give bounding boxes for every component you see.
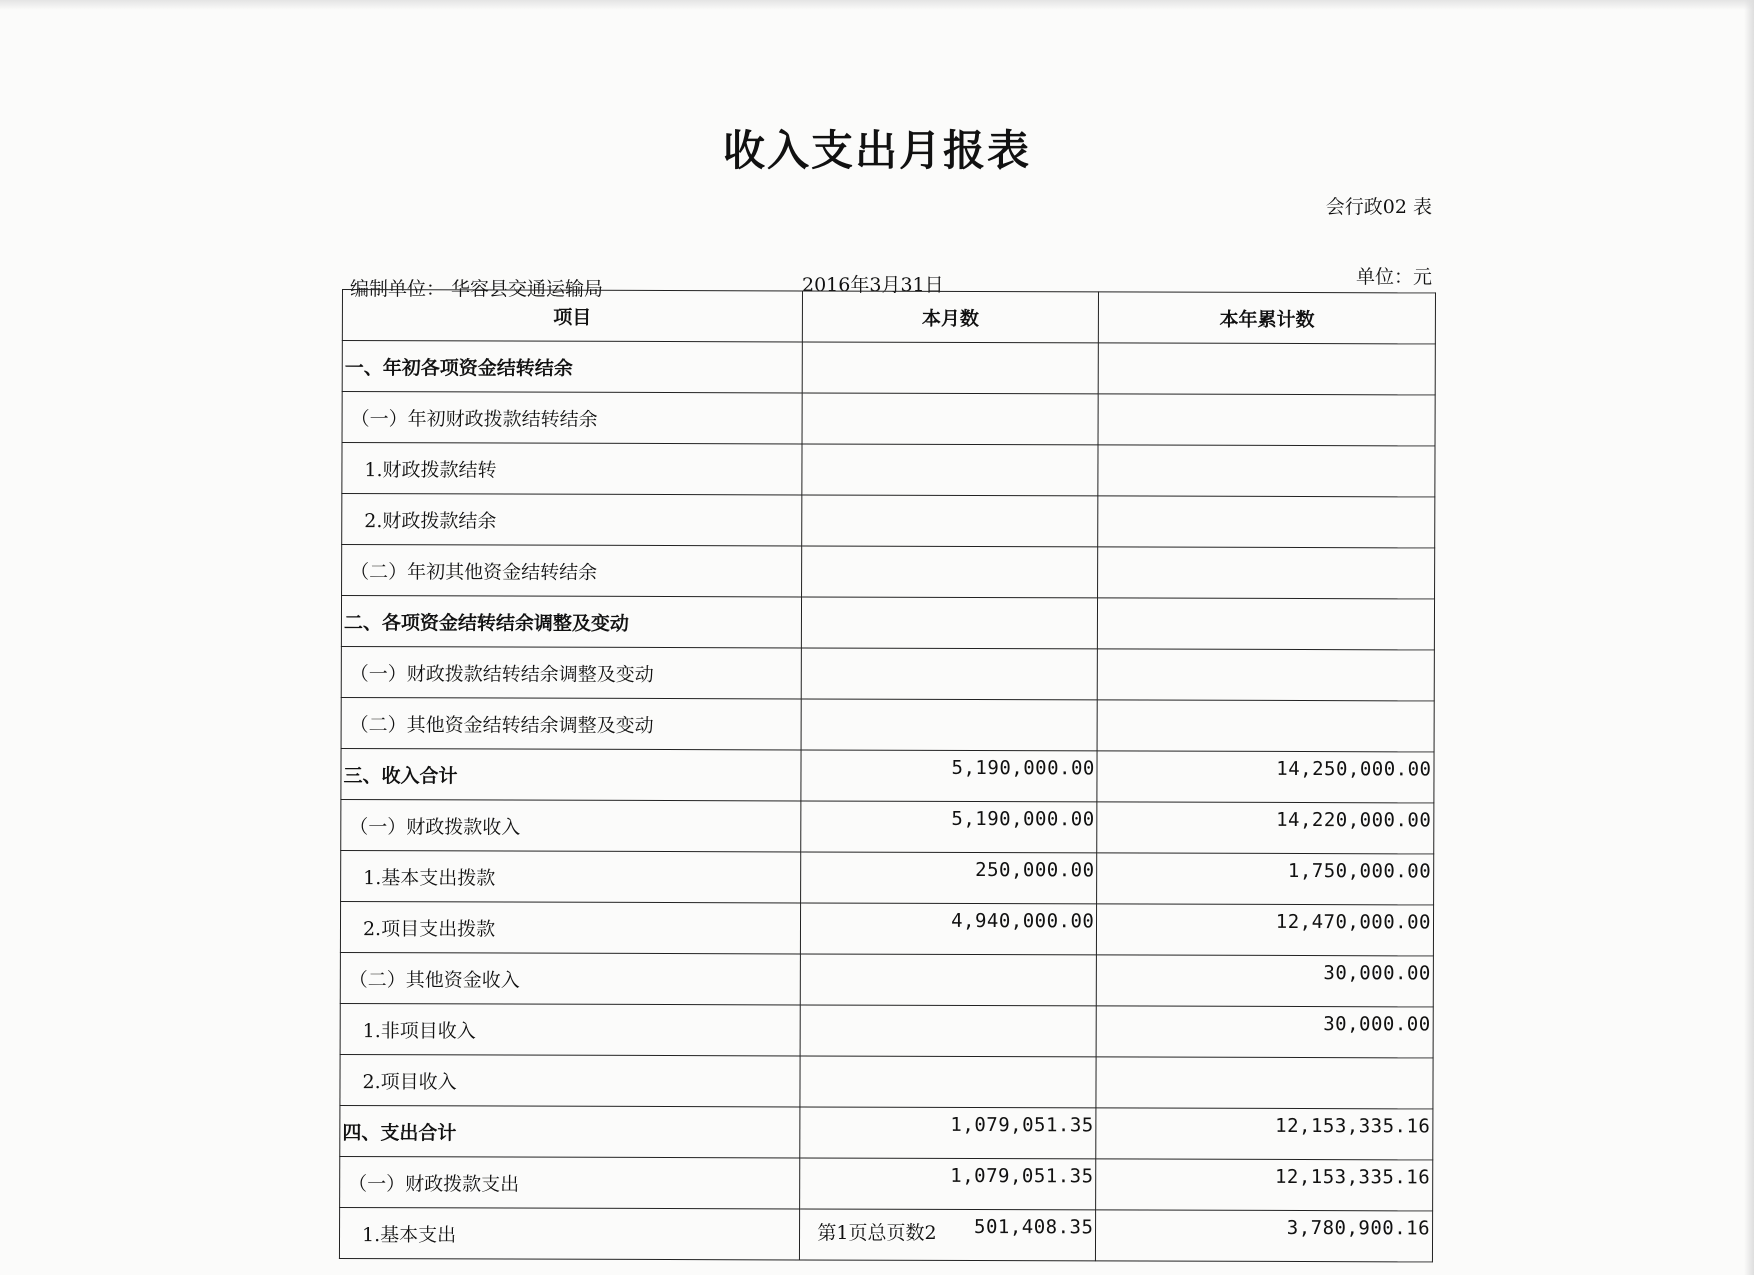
page-footer: 第1页总页数2: [817, 1222, 937, 1244]
row-item-label: 一、年初各项资金结转结余: [342, 341, 802, 393]
row-month-value: 501,408.35: [799, 1209, 1096, 1261]
row-ytd-value: 30,000.00: [1096, 1006, 1433, 1058]
scan-edge-right: [1744, 0, 1754, 1275]
row-item-label: 四、支出合计: [340, 1105, 800, 1157]
table-row: [340, 952, 1433, 1006]
row-ytd-value: [1096, 1057, 1433, 1109]
row-month-value: 250,000.00: [800, 852, 1097, 904]
row-ytd-value: [1098, 496, 1435, 548]
row-ytd-value: 30,000.00: [1097, 955, 1434, 1007]
row-month-value: [800, 1056, 1097, 1108]
row-month-value: [801, 597, 1098, 649]
table-header-row: [342, 290, 1435, 344]
row-item-label: 1.基本支出: [339, 1207, 799, 1259]
table-row: [342, 494, 1435, 548]
row-ytd-value: [1098, 598, 1435, 650]
row-month-value: [800, 1005, 1097, 1057]
form-code: 会行政02 表: [1325, 196, 1432, 218]
row-item-label: （二）其他资金结转结余调整及变动: [341, 697, 801, 749]
row-item-label: （二）其他资金收入: [340, 952, 800, 1004]
preparing-unit: 编制单位： 华容县交通运输局: [350, 278, 604, 300]
table-row: [340, 1156, 1433, 1210]
row-ytd-value: 14,250,000.00: [1097, 751, 1434, 803]
row-item-label: （一）年初财政拨款结转结余: [342, 392, 802, 444]
table-row: [341, 748, 1434, 802]
row-month-value: [801, 699, 1098, 751]
row-month-value: [802, 444, 1099, 496]
scan-edge-top: [0, 0, 1754, 10]
row-month-value: 4,940,000.00: [800, 903, 1097, 955]
row-ytd-value: [1098, 394, 1435, 446]
row-item-label: 1.非项目收入: [340, 1003, 800, 1055]
report-date: 2016年3月31日: [802, 274, 944, 296]
row-ytd-value: [1098, 649, 1435, 701]
table-row: [341, 850, 1434, 904]
row-month-value: [801, 648, 1098, 700]
income-expense-table: [339, 289, 1436, 1262]
row-ytd-value: 1,750,000.00: [1097, 853, 1434, 905]
report-title: 收入支出月报表: [722, 126, 1031, 175]
row-item-label: 2.项目收入: [340, 1054, 800, 1106]
row-month-value: 5,190,000.00: [800, 801, 1097, 853]
row-ytd-value: [1099, 343, 1436, 395]
row-item-label: 1.基本支出拨款: [341, 850, 801, 902]
table-row: [341, 596, 1434, 650]
row-month-value: 1,079,051.35: [799, 1107, 1096, 1159]
row-ytd-value: 3,780,900.16: [1096, 1210, 1433, 1262]
row-item-label: （一）财政拨款收入: [341, 799, 801, 851]
table-row: [342, 392, 1435, 446]
table-row: [340, 901, 1433, 955]
row-month-value: [800, 954, 1097, 1006]
table-row: [341, 646, 1434, 700]
table-row: [342, 545, 1435, 599]
table-row: [342, 443, 1435, 497]
row-ytd-value: 12,470,000.00: [1097, 904, 1434, 956]
table-row: [340, 1054, 1433, 1108]
row-item-label: 2.项目支出拨款: [340, 901, 800, 953]
row-month-value: 1,079,051.35: [799, 1158, 1096, 1210]
table-row: [341, 799, 1434, 853]
table-row: [342, 341, 1435, 395]
row-item-label: （二）年初其他资金结转结余: [342, 545, 802, 597]
row-ytd-value: [1097, 700, 1434, 752]
row-ytd-value: 14,220,000.00: [1097, 802, 1434, 854]
table-row: [340, 1105, 1433, 1159]
table-row: [340, 1003, 1433, 1057]
currency-unit: 单位：元: [1355, 266, 1432, 288]
row-item-label: 1.财政拨款结转: [342, 443, 802, 495]
row-ytd-value: 12,153,335.16: [1096, 1159, 1433, 1211]
row-month-value: [802, 342, 1099, 394]
header-ytd: 本年累计数: [1099, 292, 1436, 344]
row-month-value: 5,190,000.00: [801, 750, 1098, 802]
row-ytd-value: [1098, 445, 1435, 497]
row-ytd-value: 12,153,335.16: [1096, 1108, 1433, 1160]
row-item-label: 2.财政拨款结余: [342, 494, 802, 546]
row-item-label: （一）财政拨款结转结余调整及变动: [341, 646, 801, 698]
row-month-value: [801, 495, 1098, 547]
row-item-label: （一）财政拨款支出: [340, 1156, 800, 1208]
row-month-value: [802, 393, 1099, 445]
header-item: 项目: [342, 290, 802, 342]
table-row: [341, 697, 1434, 751]
row-item-label: 三、收入合计: [341, 748, 801, 800]
row-ytd-value: [1098, 547, 1435, 599]
table-body: [339, 341, 1435, 1262]
row-item-label: 二、各项资金结转结余调整及变动: [341, 596, 801, 648]
header-month: 本月数: [802, 291, 1099, 343]
row-month-value: [801, 546, 1098, 598]
